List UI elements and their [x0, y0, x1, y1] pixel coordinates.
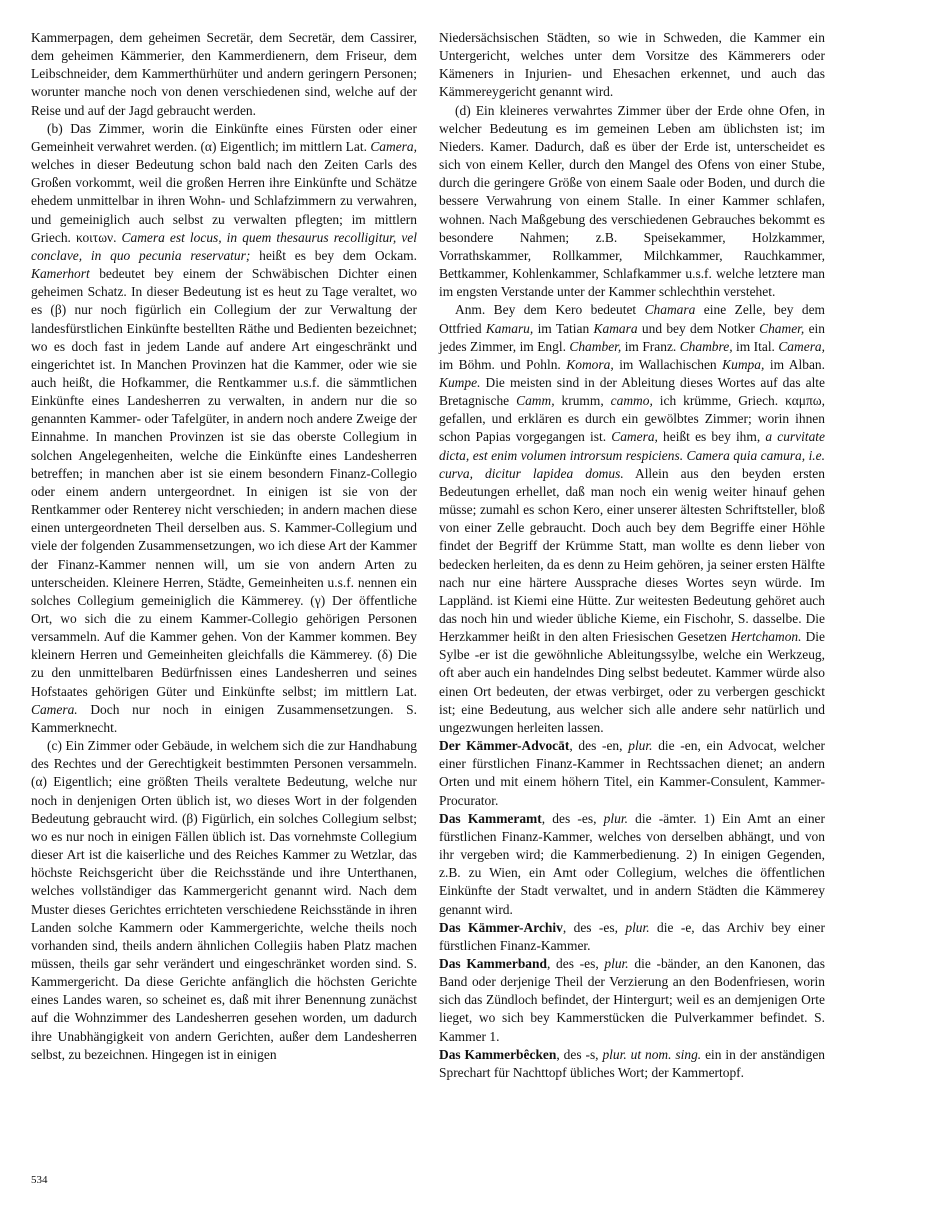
left-column — [31, 29, 417, 1064]
entry-headword: Der Kämmer-Advocāt — [439, 738, 570, 754]
dictionary-entry: Das Kammerbêcken, des -s, plur. ut nom. sing. ein in der anständigen Sprechart für Nachttopf übliches Wort; der Kammertopf. — [439, 1046, 826, 1080]
dictionary-entry: Der Kämmer-Advocāt, des -en, plur. die -en, ein Advocat, welcher einer fürstlichen Finanz-Kammer in Rechtssachen dienet; an andern Orten und mit einem höhern Titel, ein Kammer-Consulent, Kammer-Procurator. — [439, 738, 826, 808]
dictionary-entry: Das Kammerband, des -es, plur. die -bänder, an den Kanonen, das Band oder derjenige Theil der Verzierung an den Bodenfriesen, worin sich das Zündloch befindet, der Hintergurt; weil es an demjenigen Orte lieget, wo sich bey Kammerstücken die Pulverkammer befindet. S. Kammer 1. — [439, 955, 825, 1044]
dictionary-entry: Das Kämmer-Archiv, des -es, plur. die -e, das Archiv bey einer fürstlichen Finanz-Kammer. — [439, 919, 825, 953]
paragraph: (c) Ein Zimmer oder Gebäude, in welchem sich die zur Handhabung des Rechtes und der Gerechtigkeit bestimmten Personen versammeln. (α) Eigentlich; eine größten Theils veraltete Bedeutung, welche nur noch in denjenigen Orten üblich ist, wo dieses Wort in der folgenden Bedeutung gebraucht wird. (β) Figürlich, ein solches Collegium selbst; wo es nur noch in einigen Fällen üblich ist. Das vornehmste Collegium dieser Art ist die kaiserliche und des Reiches Kammer zu Wetzlar, das höchste Reichsgericht über die Reichsstände und ihre Unterthanen, welches vollständiger das Kammergericht genannt wird. Nach dem Muster dieses Gerichtes errichteten verschiedene Reichsstände in ihren Landen solche Kammern oder Kammergerichte, welche theils noch vorhanden sind, theils andern ähnlichen Collegiis haben Platz machen müssen, theils gar sehr verändert und eingeschränket worden sind. S. Kammergericht. Da diese Gerichte anfänglich die höchsten Gerichte eines Landes waren, so scheinet es, daß mit ihrer Benennung zunächst auf die Wohnzimmer des Landesherren gesehen worden, um dadurch ihre Unabhängigkeit von andern Gerichten, außer dem Landesherren selbst, zu bezeichnen. Hingegen ist in einigen — [31, 738, 417, 1062]
annotation-paragraph: Anm. Bey dem Kero bedeutet Chamara eine Zelle, bey dem Ottfried Kamaru, im Tatian Kamara und bey dem Notker Chamer, ein jedes Zimmer, im Engl. Chamber, im Franz. Chambre, im Ital. Camera, im Böhm. und Pohln. Komora, im Wallachischen Kumpa, im Alban. Kumpe. Die meisten sind in der Ableitung dieses Wortes auf das alte Bretagnische Camm, krumm, cammo, ich krümme, Griech. καμπω, gefallen, und erklären es durch ein gewölbtes Zimmer; worin ihnen schon Papias vorgegangen ist. Camera, heißt es bey ihm, a curvitate dicta, est enim volumen introrsum respiciens. Camera quia camura, i.e. curva, dicitur lapidea domus. Allein aus den beyden ersten Bedeutungen erhellet, daß man noch ein wenig weiter hinauf gehen müsse; zumahl es schon Kero, einer unserer ältesten Schriftsteller, bloß von einer Zelle gebraucht. Doch auch bey dem Begriffe einer Höhle findet der Begriff der Krümme Statt, man wollte es denn lieber von bedecken herleiten, da es denn zu Heim gehören, ja seiner ersten Hälfte nach nur eine härtere Aussprache dieses Wortes seyn würde. Im Lappländ. ist Kiemi eine Hütte. Zur weitesten Bedeutung gehöret auch das noch hin und wieder übliche Kieme, ein Fischohr, S. dasselbe. Die Herzkammer heißt in den alten Friesischen Gesetzen Hertchamon. Die Sylbe -er ist die gewöhnliche Ableitungssylbe, welche ein Werkzeug, oft aber auch ein handelndes Ding selbst bedeutet. Kammer würde also einen Ort bedeuten, der etwas verbirget, oder zu verbergen geschickt ist; eine Bedeutung, aus welcher sich alle andere sehr natürlich und ungezwungen herleiten lassen. — [439, 302, 826, 735]
paragraph: (d) Ein kleineres verwahrtes Zimmer über der Erde ohne Ofen, in welcher Bedeutung es im gemeinen Leben am üblichsten ist; im Nieders. Kamer. Dadurch, daß es über der Erde ist, unterscheidet es sich von einem Keller, durch den Mangel des Ofens von einer Stube, durch die geringere Größe von einem Saale oder Boden, und durch die bessere Verwahrung von einem Stalle. In einer Kammer schlafen, wohnen. Nach Maßgebung des verschiedenen Gebrauches bekommt es besondere Nahmen; z.B. Speisekammer, Holzkammer, Vorrathskammer, Rollkammer, Milchkammer, Rauchkammer, Bettkammer, Kohlenkammer, Schlafkammer u.s.f. welche letztere man im engsten Verstande unter der Kammer schlechthin verstehet. — [439, 102, 825, 300]
entry-headword: Das Kammeramt — [439, 810, 542, 826]
entry-headword: Das Kammerband — [439, 955, 547, 971]
dictionary-entry: Das Kammeramt, des -es, plur. die -ämter. 1) Ein Amt an einer fürstlichen Finanz-Kammer, welches von derselben abhängt, und von ihr vergeben wird; die Kammerbedienung. 2) In einigen Gegenden, z.B. zu Wien, ein Amt oder Collegium, welches die öffentlichen Einkünfte der Stadt verwaltet, und in andern Städten die Kämmerey genannt wird. — [439, 810, 825, 917]
entry-headword: Das Kammerbêcken — [439, 1046, 557, 1062]
entry-headword: Das Kämmer-Archiv — [439, 919, 563, 935]
paragraph: Kammerpagen, dem geheimen Secretär, dem Secretär, dem Cassirer, dem geheimen Kämmerier, den Kammerdienern, dem Friseur, dem Leibschneider, dem Kammerthürhüter und andern geringern Personen; worunter manche noch von denen verschiedenen sind, welche auf der Reise und auf der Jagd gebraucht werden. — [31, 30, 417, 118]
paragraph: (b) Das Zimmer, worin die Einkünfte eines Fürsten oder einer Gemeinheit verwahret werden. (α) Eigentlich; im mittlern Lat. Camera, welches in dieser Bedeutung schon bald nach den Zeiten Carls des Großen vorkommt, weil die großen Herren ihre Einkünfte und Schätze ehedem unmittelbar in ihren Wohn- und Schlafzimmern zu verwahren, und gemeiniglich auch selbst zu verwalten pflegten; im mittlern Griech. κοιτων. Camera est locus, in quem thesaurus recolligitur, vel conclave, in quo pecunia reservatur; heißt es bey dem Ockam. Kamerhort bedeutet bey einem der Schwäbischen Dichter einen geheimen Schatz. In dieser Bedeutung ist es heut zu Tage veraltet, wo es (β) nur noch figürlich ein Collegium der zur Verwaltung der landesfürstlichen Einkünfte bestellten Räthe und Bedienten bezeichnet; wo es doch fast in jedem Lande auf andere Art eingeschränkt und eingerichtet ist. In Manchen Provinzen hat die Kammer, oder wie sie auch heißt, die Hofkammer, die Rentkammer u.s.f. die sämmtlichen Einkünfte eines Landesherren zu verwalten, in andern nur die so genannten Kammer- oder Tafelgüter, in andern noch andere Zweige der Einnahme. In manchen Provinzen ist sie das oberste Collegium in solchen Angelegenheiten, welche die Einkünfte eines Landesherren betreffen; in manchen aber ist sie einem besondern Finanz-Collegio oder einem andern untergeordnet. In einigen ist sie von der Rentkammer oder Renterey nicht verschieden; in andern machen diese einen untergeordneten Theil derselben aus. S. Kammer-Collegium und viele der folgenden Zusammensetzungen, wo ich diese Art der Kammer der Finanz-Kammer nennen will, um sie von andern Arten zu unterscheiden. Kleinere Herren, Städte, Gemeinheiten u.s.f. nennen ein solches Collegium gemeiniglich die Kämmerey. (γ) Der öffentliche Ort, wo sich die zu einem Kammer-Collegio gehörigen Personen versammeln. Auf die Kammer gehen. Von der Kammer kommen. Bey kleinern Herren und Gemeinheiten gleichfalls die Kämmerey. (δ) Die zu den unmittelbaren Bedürfnissen eines Landesherren und seines Hofstaates gehörigen Güter und Einkünfte selbst; im mittlern Lat. Camera. Doch nur noch in einigen Zusammensetzungen. S. Kammerknecht. — [31, 120, 417, 735]
page-number: 534 — [31, 1174, 48, 1186]
right-column — [439, 29, 825, 1082]
paragraph: Niedersächsischen Städten, so wie in Schweden, die Kammer ein Untergericht, welches unter dem Vorsitze des Kämmerers oder Kämeners in Injurien- und Ehesachen erkennet, und auch das Kämmereygericht genannt wird. — [439, 30, 825, 100]
